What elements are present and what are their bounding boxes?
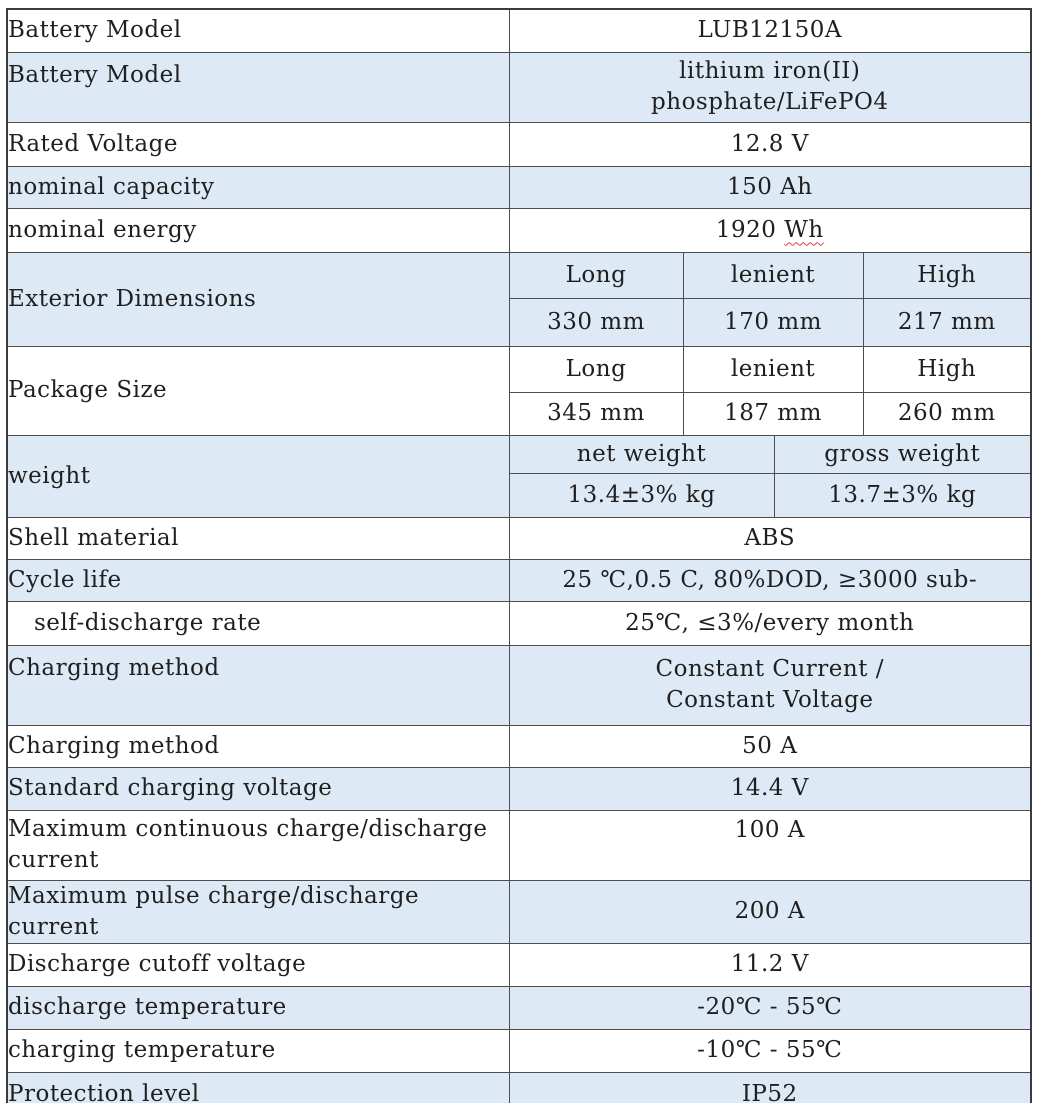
row-max-continuous-current <box>7 810 1031 880</box>
spec-value-cell: 25 ℃,0.5 C, 80%DOD, ≥3000 sub- <box>509 559 1031 601</box>
row-battery-model <box>7 9 1031 52</box>
dim-value-long: 330 mm <box>509 298 683 346</box>
row-standard-charging-voltage <box>7 767 1031 810</box>
spec-value-cell <box>509 208 1031 252</box>
dim-value-lenient: 170 mm <box>683 298 863 346</box>
dim-value-high: 217 mm <box>863 298 1031 346</box>
spec-value-cell: -10℃ - 55℃ <box>509 1029 1031 1072</box>
spec-label-cell: nominal energy <box>7 208 509 252</box>
spec-label-cell: weight <box>7 435 509 517</box>
spec-label-cell: Discharge cutoff voltage <box>7 943 509 986</box>
value-line-1: Constant Current / <box>655 656 885 682</box>
weight-value-gross: 13.7±3% kg <box>774 473 1031 517</box>
value-line-1: lithium iron(II) <box>679 58 861 84</box>
dim-header-high: High <box>863 252 1031 298</box>
spec-label-cell: Package Size <box>7 346 509 435</box>
dim-header-long: Long <box>509 252 683 298</box>
row-exterior-dimensions-headers <box>7 252 1031 298</box>
pkg-header-long: Long <box>509 346 683 392</box>
pkg-value-long: 345 mm <box>509 392 683 435</box>
spec-label-cell: discharge temperature <box>7 986 509 1029</box>
row-shell-material <box>7 517 1031 559</box>
value-line-2: Constant Voltage <box>666 687 874 713</box>
spec-value-cell: IP52 <box>509 1072 1031 1103</box>
spec-value-cell: 150 Ah <box>509 166 1031 208</box>
spec-value-cell <box>509 52 1031 122</box>
row-rated-voltage <box>7 122 1031 166</box>
row-nominal-energy <box>7 208 1031 252</box>
row-max-pulse-current <box>7 880 1031 943</box>
spec-label-cell: Charging method <box>7 725 509 767</box>
spec-label-cell: charging temperature <box>7 1029 509 1072</box>
spec-label-cell: Battery Model <box>7 52 509 122</box>
pkg-value-lenient: 187 mm <box>683 392 863 435</box>
row-discharge-cutoff-voltage <box>7 943 1031 986</box>
row-self-discharge-rate <box>7 601 1031 645</box>
spec-label-cell: Battery Model <box>7 9 509 52</box>
spec-value-cell: 100 A <box>509 810 1031 880</box>
spec-value-cell: 200 A <box>509 880 1031 943</box>
spec-label-cell: Maximum pulse charge/discharge current <box>7 880 509 943</box>
spec-value-cell: ABS <box>509 517 1031 559</box>
dim-header-lenient: lenient <box>683 252 863 298</box>
value-line-2: phosphate/LiFePO4 <box>651 89 889 115</box>
row-charging-temperature <box>7 1029 1031 1072</box>
weight-value-net: 13.4±3% kg <box>509 473 774 517</box>
spec-value-cell: LUB12150A <box>509 9 1031 52</box>
spec-value-cell: -20℃ - 55℃ <box>509 986 1031 1029</box>
row-weight-headers <box>7 435 1031 473</box>
row-package-size-headers <box>7 346 1031 392</box>
spec-value-cell: 11.2 V <box>509 943 1031 986</box>
spec-label-cell: self-discharge rate <box>7 601 509 645</box>
value-text: 1920 <box>715 216 785 243</box>
spec-label-cell: Maximum continuous charge/discharge current <box>7 810 509 880</box>
spec-label-cell: nominal capacity <box>7 166 509 208</box>
row-charging-method-current <box>7 725 1031 767</box>
row-discharge-temperature <box>7 986 1031 1029</box>
pkg-value-high: 260 mm <box>863 392 1031 435</box>
spec-label-cell: Cycle life <box>7 559 509 601</box>
spec-label-cell: Shell material <box>7 517 509 559</box>
row-protection-level <box>7 1072 1031 1103</box>
spec-value-cell: 50 A <box>509 725 1031 767</box>
spec-value-cell: 12.8 V <box>509 122 1031 166</box>
row-charging-method-ccv <box>7 645 1031 725</box>
row-nominal-capacity <box>7 166 1031 208</box>
pkg-header-high: High <box>863 346 1031 392</box>
battery-spec-table <box>6 8 1032 1103</box>
spec-label-cell: Exterior Dimensions <box>7 252 509 346</box>
spec-value-cell: 14.4 V <box>509 767 1031 810</box>
weight-header-gross: gross weight <box>774 435 1031 473</box>
row-battery-chemistry <box>7 52 1031 122</box>
spec-label-cell: Standard charging voltage <box>7 767 509 810</box>
pkg-header-lenient: lenient <box>683 346 863 392</box>
spec-value-cell <box>509 645 1031 725</box>
value-spellcheck-text: Wh <box>784 216 824 243</box>
spec-label-cell: Protection level <box>7 1072 509 1103</box>
row-cycle-life <box>7 559 1031 601</box>
spec-label-cell: Charging method <box>7 645 509 725</box>
spec-value-cell: 25℃, ≤3%/every month <box>509 601 1031 645</box>
weight-header-net: net weight <box>509 435 774 473</box>
spec-label-cell: Rated Voltage <box>7 122 509 166</box>
